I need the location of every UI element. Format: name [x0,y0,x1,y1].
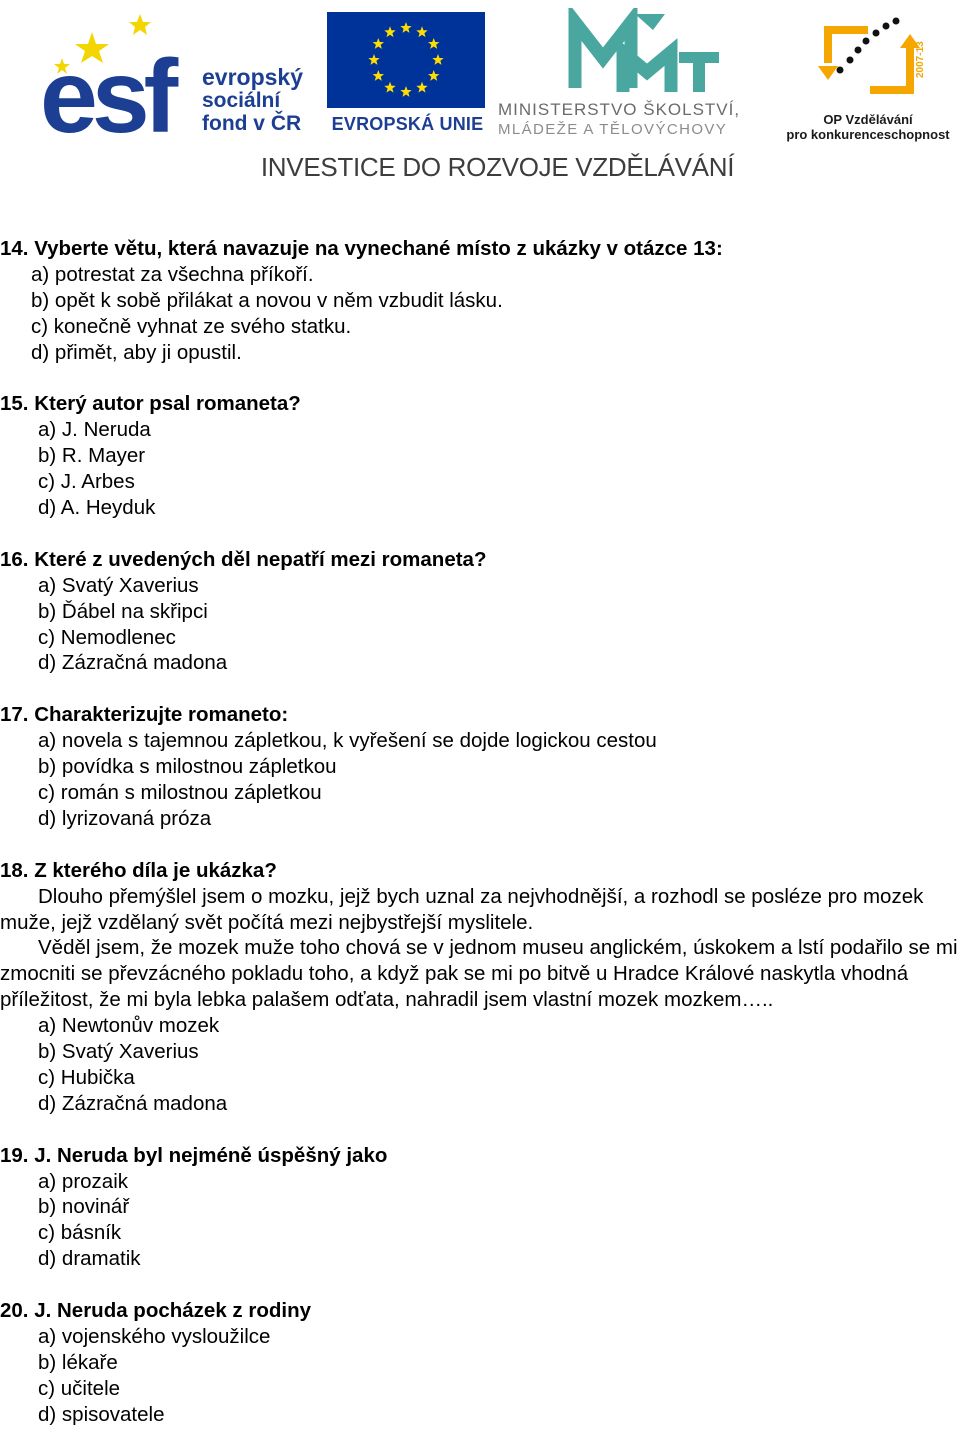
answer-option: c) Nemodlenec [38,625,176,649]
msmt-text-line-1: MINISTERSTVO ŠKOLSTVÍ, [498,100,741,119]
question-18 [0,858,960,1117]
eu-logo [325,10,490,140]
question-19 [0,1143,960,1273]
answer-option: a) vojenského vysloužilce [38,1324,271,1348]
msmt-emblem-icon [495,8,770,98]
question-15 [0,391,960,521]
answer-option: b) novinář [38,1195,130,1219]
answer-option: a) prozaik [38,1169,129,1193]
question-heading: 20. J. Neruda pocházek z rodiny [0,1299,312,1323]
esf-logo [40,10,320,140]
answer-option: a) novela s tajemnou zápletkou, k vyřešení se dojde logickou cestou [38,729,657,753]
answer-option: b) Svatý Xaverius [38,1040,199,1064]
eu-caption: EVROPSKÁ UNIE [331,114,484,134]
answer-option: a) J. Neruda [38,418,151,442]
answer-option: c) J. Arbes [38,470,135,494]
excerpt-paragraph: Dlouho přemýšlel jsem o mozku, jejž bych uznal za nejvhodnější, a rozhodl se posléze pro mozek muže, jejž vzdělaný svět počítá mezi nejbystřejší myslitele. [0,884,924,934]
op-logo [778,8,958,142]
answer-option: c) učitele [38,1376,121,1400]
answer-option: b) povídka s milostnou zápletkou [38,755,337,779]
esf-text-line-3: fond v ČR [202,112,302,135]
answer-option: b) R. Mayer [38,444,146,468]
answer-option: b) lékaře [38,1350,118,1374]
msmt-text [498,100,770,140]
answer-option: b) opět k sobě přilákat a novou v něm vzbudit lásku. [31,288,503,312]
esf-text [202,66,303,135]
msmt-logo [495,8,770,138]
svg-text:esf: esf [40,39,173,140]
op-badge-year: 2007-13 [915,41,926,78]
answer-option: b) Ďábel na skřipci [38,599,208,623]
question-16 [0,547,960,677]
eu-flag-icon [325,10,490,110]
esf-emblem-icon [40,10,200,140]
answer-option: a) Svatý Xaverius [38,573,199,597]
question-14 [0,236,960,366]
quiz-content [0,236,960,1453]
answer-option: d) přimět, aby ji opustil. [31,340,242,364]
question-heading: 17. Charakterizujte romaneto: [0,703,289,727]
question-heading: 18. Z kterého díla je ukázka? [0,858,277,882]
question-20 [0,1298,960,1428]
question-heading: 15. Který autor psal romaneta? [0,392,301,416]
esf-text-line-1: evropský [202,64,304,90]
op-text [778,112,958,142]
answer-option: c) Hubička [38,1065,135,1089]
answer-option: a) potrestat za všechna příkoří. [31,262,314,286]
answer-option: c) román s milostnou zápletkou [38,780,322,804]
answer-option: d) A. Heyduk [38,496,156,520]
answer-option: d) lyrizovaná próza [38,806,212,830]
header-logo-strip [0,0,960,145]
answer-option: a) Newtonův mozek [38,1014,220,1038]
question-heading: 19. J. Neruda byl nejméně úspěšný jako [0,1143,388,1167]
answer-option: d) Zázračná madona [38,651,228,675]
msmt-text-line-2: MLÁDEŽE A TĚLOVÝCHOVY [498,121,728,138]
esf-text-line-2: sociální [202,89,281,112]
answer-option: c) konečně vyhnat ze svého statku. [31,314,352,338]
question-heading: 14. Vyberte větu, která navazuje na vynechané místo z ukázky v otázce 13: [0,237,723,260]
op-emblem-icon [778,8,958,108]
op-text-line-2: pro konkurenceschopnost [786,127,950,142]
answer-option: d) Zázračná madona [38,1091,228,1115]
header-tagline: INVESTICE DO ROZVOJE VZDĚLÁVÁNÍ [260,152,735,182]
answer-option: c) básník [38,1221,122,1245]
question-heading: 16. Které z uvedených děl nepatří mezi romaneta? [0,547,487,571]
excerpt-passage [0,884,960,1014]
question-17 [0,702,960,832]
answer-option: d) dramatik [38,1247,141,1271]
answer-option: d) spisovatele [38,1402,165,1426]
excerpt-paragraph: Věděl jsem, že mozek muže toho chová se v jednom museu anglickém, úskokem a lstí podařilo se mi zmocniti se převzácného pokladu toho, a když pak se mi po bitvě u Hradce Králové naskytla vhodná příležitost, že mi byla lebka palašem odťata, nahradil jsem vlastní mozek mozkem….. [0,936,958,1012]
op-text-line-1: OP Vzdělávání [823,112,913,127]
